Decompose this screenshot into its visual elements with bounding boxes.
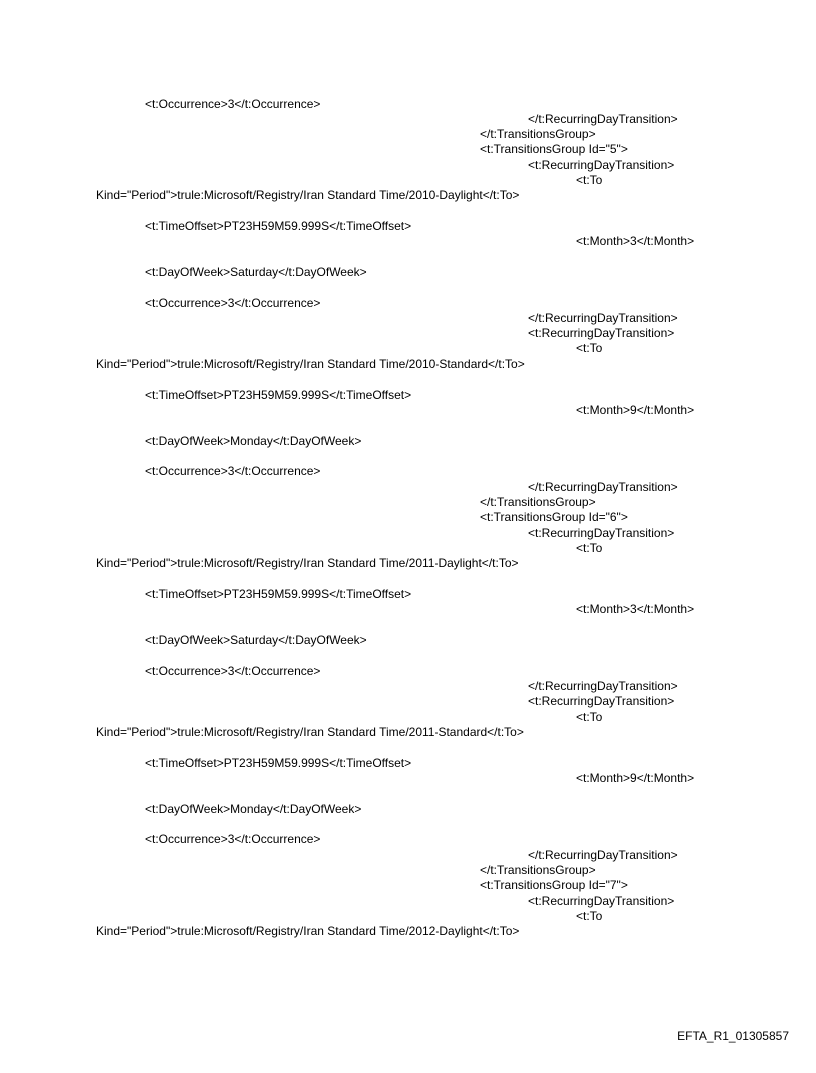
xml-line: <t:TimeOffset>PT23H59M59.999S</t:TimeOffset> bbox=[145, 388, 412, 402]
xml-line: <t:To bbox=[576, 541, 603, 555]
xml-line: </t:RecurringDayTransition> bbox=[528, 311, 678, 325]
xml-line: </t:TransitionsGroup> bbox=[480, 495, 596, 509]
xml-line: <t:Occurrence>3</t:Occurrence> bbox=[145, 296, 321, 310]
xml-line: <t:TimeOffset>PT23H59M59.999S</t:TimeOffset> bbox=[145, 587, 412, 601]
xml-line: <t:Occurrence>3</t:Occurrence> bbox=[145, 97, 321, 111]
xml-line: <t:Occurrence>3</t:Occurrence> bbox=[145, 464, 321, 478]
xml-line: </t:RecurringDayTransition> bbox=[528, 112, 678, 126]
xml-line: </t:RecurringDayTransition> bbox=[528, 848, 678, 862]
xml-line: <t:Month>9</t:Month> bbox=[576, 403, 695, 417]
xml-line: <t:RecurringDayTransition> bbox=[528, 694, 675, 708]
xml-line: </t:RecurringDayTransition> bbox=[528, 480, 678, 494]
xml-line: <t:TimeOffset>PT23H59M59.999S</t:TimeOffset> bbox=[145, 756, 412, 770]
xml-line: <t:RecurringDayTransition> bbox=[528, 326, 675, 340]
xml-line: <t:TimeOffset>PT23H59M59.999S</t:TimeOffset> bbox=[145, 219, 412, 233]
xml-line: <t:RecurringDayTransition> bbox=[528, 894, 675, 908]
xml-line: <t:To bbox=[576, 341, 603, 355]
xml-line: <t:DayOfWeek>Monday</t:DayOfWeek> bbox=[145, 434, 362, 448]
xml-line: Kind="Period">trule:Microsoft/Registry/Iran Standard Time/2012-Daylight</t:To> bbox=[96, 924, 520, 938]
xml-line: <t:To bbox=[576, 710, 603, 724]
xml-line: <t:To bbox=[576, 909, 603, 923]
footer-document-id: EFTA_R1_01305857 bbox=[677, 1029, 789, 1043]
xml-line: <t:Month>9</t:Month> bbox=[576, 771, 695, 785]
xml-line: Kind="Period">trule:Microsoft/Registry/Iran Standard Time/2010-Standard</t:To> bbox=[96, 357, 525, 371]
xml-line: Kind="Period">trule:Microsoft/Registry/Iran Standard Time/2011-Daylight</t:To> bbox=[96, 556, 519, 570]
xml-line: <t:TransitionsGroup Id="7"> bbox=[480, 878, 628, 892]
xml-line: <t:TransitionsGroup Id="5"> bbox=[480, 142, 628, 156]
xml-line: <t:TransitionsGroup Id="6"> bbox=[480, 510, 628, 524]
xml-line: Kind="Period">trule:Microsoft/Registry/Iran Standard Time/2011-Standard</t:To> bbox=[96, 725, 524, 739]
xml-line: <t:Occurrence>3</t:Occurrence> bbox=[145, 832, 321, 846]
xml-line: <t:DayOfWeek>Saturday</t:DayOfWeek> bbox=[145, 265, 367, 279]
xml-line: </t:TransitionsGroup> bbox=[480, 863, 596, 877]
xml-line: <t:DayOfWeek>Monday</t:DayOfWeek> bbox=[145, 802, 362, 816]
xml-line: </t:RecurringDayTransition> bbox=[528, 679, 678, 693]
xml-line: <t:Occurrence>3</t:Occurrence> bbox=[145, 664, 321, 678]
xml-line: <t:Month>3</t:Month> bbox=[576, 602, 695, 616]
xml-line: </t:TransitionsGroup> bbox=[480, 127, 596, 141]
xml-line: <t:RecurringDayTransition> bbox=[528, 526, 675, 540]
xml-line: <t:To bbox=[576, 173, 603, 187]
xml-line: Kind="Period">trule:Microsoft/Registry/Iran Standard Time/2010-Daylight</t:To> bbox=[96, 188, 520, 202]
xml-line: <t:Month>3</t:Month> bbox=[576, 234, 695, 248]
xml-line: <t:RecurringDayTransition> bbox=[528, 158, 675, 172]
xml-line: <t:DayOfWeek>Saturday</t:DayOfWeek> bbox=[145, 633, 367, 647]
